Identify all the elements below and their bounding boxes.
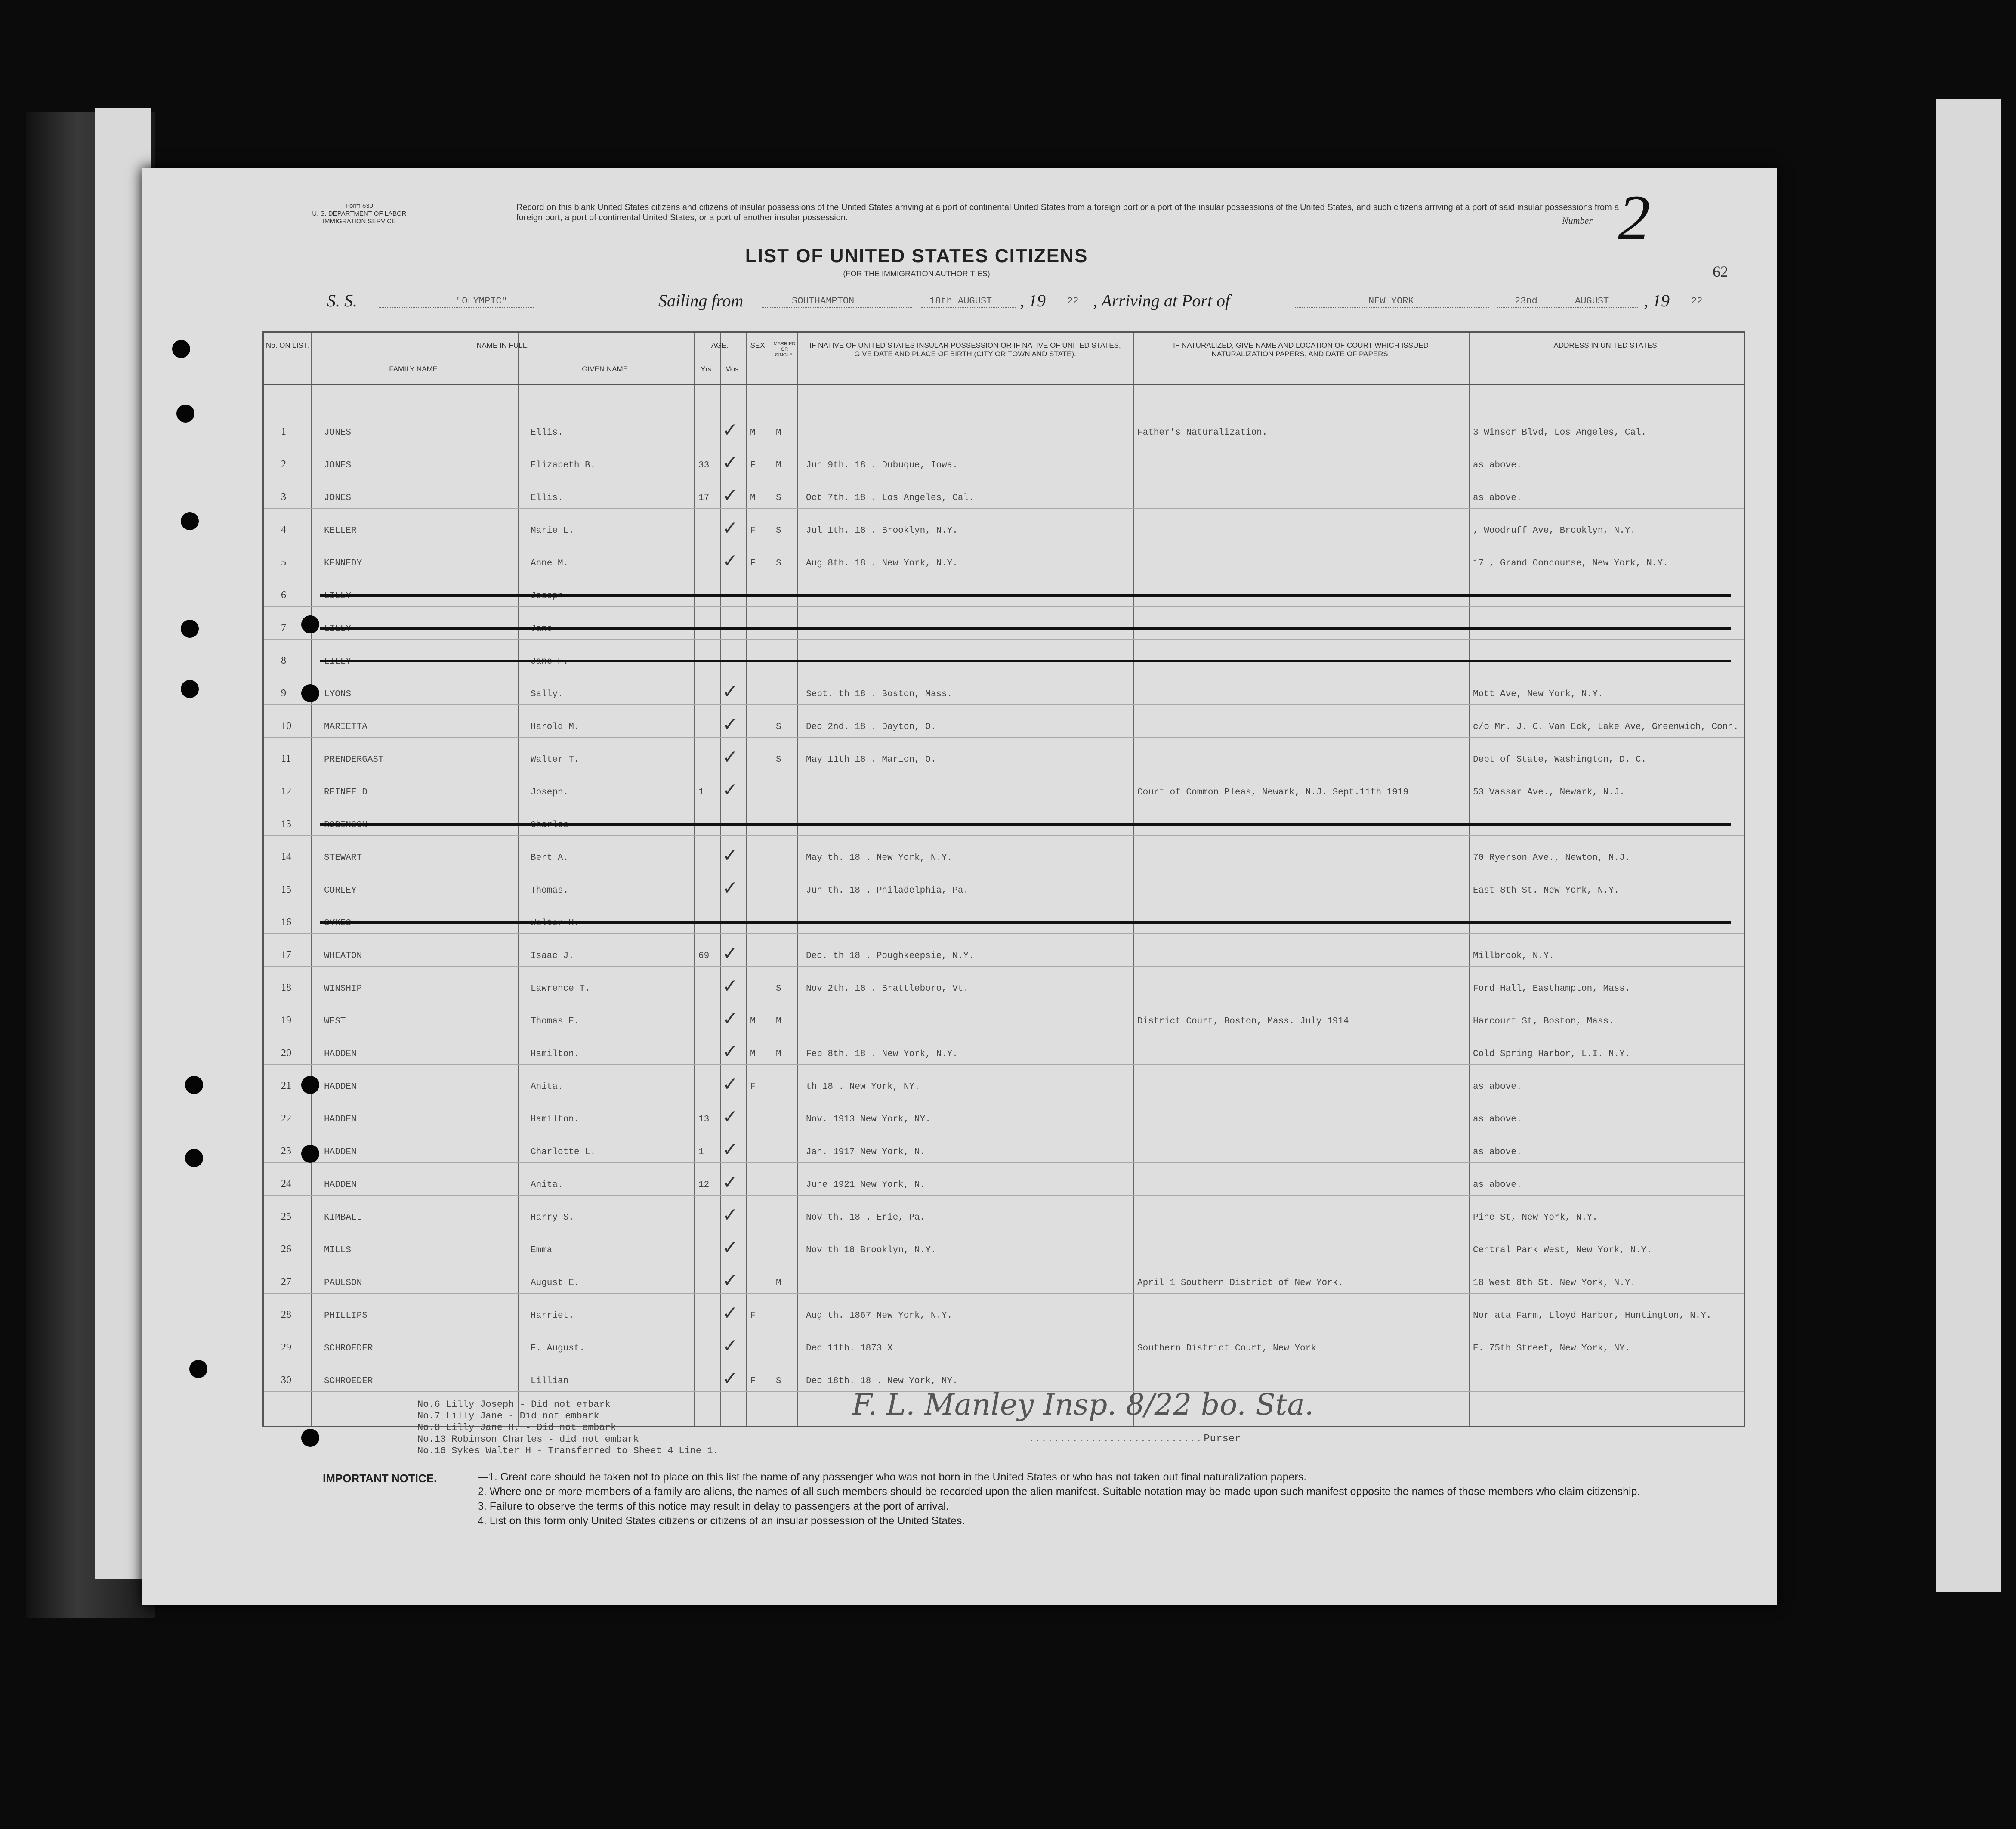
checkmark-icon: ✓ bbox=[722, 1139, 738, 1161]
arrival-month: AUGUST bbox=[1575, 296, 1609, 306]
instructions-text: Record on this blank United States citizens and citizens of insular possessions of the United States arriving at a port of continental United States from a foreign port or a port of the insular possessions of the United States, and such citizens arriving at a port of said insular possessions from a foreign port, a port of continental United States, or a port of another insular possession. bbox=[516, 203, 1619, 222]
given-name: Charlotte L. bbox=[531, 1147, 596, 1157]
marital-status: M bbox=[776, 1278, 781, 1288]
arrival-year: 22 bbox=[1691, 296, 1703, 306]
table-row bbox=[264, 966, 1744, 998]
family-name: MARIETTA bbox=[324, 722, 367, 732]
row-number: 19 bbox=[281, 1015, 291, 1026]
marital-status: S bbox=[776, 984, 781, 994]
us-address: 53 Vassar Ave., Newark, N.J. bbox=[1473, 788, 1625, 797]
row-number: 22 bbox=[281, 1113, 291, 1124]
family-name: KENNEDY bbox=[324, 559, 362, 568]
checkmark-icon: ✓ bbox=[722, 1073, 738, 1095]
purser-label: ..... Purser bbox=[1028, 1433, 1241, 1445]
header-mos: Mos. bbox=[725, 365, 741, 373]
family-name: WHEATON bbox=[324, 951, 362, 961]
sex: F bbox=[750, 1311, 756, 1321]
checkmark-icon: ✓ bbox=[722, 681, 738, 703]
us-address: Harcourt St, Boston, Mass. bbox=[1473, 1016, 1614, 1026]
marital-status: S bbox=[776, 722, 781, 732]
table-row bbox=[264, 508, 1744, 540]
given-name: F. August. bbox=[531, 1344, 585, 1353]
checkmark-icon: ✓ bbox=[722, 746, 738, 768]
year-label: , 19 bbox=[1020, 291, 1046, 310]
form-header bbox=[295, 202, 424, 226]
checkmark-icon: ✓ bbox=[722, 1237, 738, 1259]
note-line: No.8 Lilly Jane H. - Did not embark bbox=[417, 1422, 617, 1433]
header-naturalized: IF NATURALIZED, GIVE NAME AND LOCATION OF COURT WHICH ISSUED NATURALIZATION PAPERS, AND DATE OF PAPERS. bbox=[1173, 341, 1429, 358]
row-number: 11 bbox=[281, 753, 291, 764]
given-name: Sally. bbox=[531, 689, 563, 699]
family-name: KIMBALL bbox=[324, 1213, 362, 1223]
table-row bbox=[264, 704, 1744, 736]
row-number: 23 bbox=[281, 1146, 291, 1157]
checkmark-icon: ✓ bbox=[722, 1270, 738, 1291]
age-years: 1 bbox=[698, 788, 704, 797]
us-address: as above. bbox=[1473, 1180, 1522, 1190]
marital-status: S bbox=[776, 559, 781, 568]
note-line: No.7 Lilly Jane - Did not embark bbox=[417, 1411, 599, 1421]
row-number: 20 bbox=[281, 1047, 291, 1059]
marital-status: S bbox=[776, 755, 781, 765]
checkmark-icon: ✓ bbox=[722, 485, 738, 507]
us-address: Pine St, New York, N.Y. bbox=[1473, 1213, 1598, 1223]
family-name: PRENDERGAST bbox=[324, 755, 384, 765]
given-name: Hamilton. bbox=[531, 1115, 580, 1125]
marital-status: S bbox=[776, 493, 781, 503]
page-title: LIST OF UNITED STATES CITIZENS bbox=[745, 245, 1088, 266]
checkmark-icon: ✓ bbox=[722, 844, 738, 866]
sheet-number: 2 bbox=[1618, 182, 1650, 253]
us-address: as above. bbox=[1473, 460, 1522, 470]
family-name: JONES bbox=[324, 493, 352, 503]
checkmark-icon: ✓ bbox=[722, 550, 738, 572]
checkmark-icon: ✓ bbox=[722, 1171, 738, 1193]
table-row bbox=[264, 606, 1744, 638]
department-name: U. S. DEPARTMENT OF LABOR bbox=[312, 210, 407, 217]
table-row bbox=[264, 1293, 1744, 1325]
us-address: Ford Hall, Easthampton, Mass. bbox=[1473, 984, 1630, 994]
us-address: 70 Ryerson Ave., Newton, N.J. bbox=[1473, 853, 1630, 863]
us-address: Cold Spring Harbor, L.I. N.Y. bbox=[1473, 1049, 1630, 1059]
row-number: 21 bbox=[281, 1080, 291, 1091]
row-number: 2 bbox=[281, 459, 286, 470]
arrival-port: NEW YORK bbox=[1368, 296, 1414, 306]
family-name: LILLY bbox=[324, 657, 352, 667]
header-married: MARRIED OR SINGLE. bbox=[773, 341, 796, 358]
family-name: ROBINSON bbox=[324, 820, 367, 830]
table-row bbox=[264, 933, 1744, 965]
marital-status: S bbox=[776, 1376, 781, 1386]
marital-status: M bbox=[776, 1049, 781, 1059]
given-name: Ellis. bbox=[531, 493, 563, 503]
sex: F bbox=[750, 1376, 756, 1386]
row-number: 6 bbox=[281, 590, 286, 601]
checkmark-icon: ✓ bbox=[722, 714, 738, 735]
given-name: Lillian bbox=[531, 1376, 569, 1386]
us-address: Nor ata Farm, Lloyd Harbor, Huntington, N.Y. bbox=[1473, 1311, 1712, 1321]
row-number: 17 bbox=[281, 949, 291, 961]
given-name: Joseph bbox=[531, 591, 563, 601]
checkmark-icon: ✓ bbox=[722, 1335, 738, 1357]
voyage-line bbox=[327, 290, 1747, 308]
header-birth: IF NATIVE OF UNITED STATES INSULAR POSSESSION OR IF NATIVE OF UNITED STATES, GIVE DATE AND PLACE OF BIRTH (CITY OR TOWN AND STATE). bbox=[809, 341, 1121, 358]
row-number: 12 bbox=[281, 786, 291, 797]
sex: F bbox=[750, 559, 756, 568]
checkmark-icon: ✓ bbox=[722, 419, 738, 441]
family-name: JONES bbox=[324, 460, 352, 470]
given-name: Walter H. bbox=[531, 918, 580, 928]
checkmark-icon: ✓ bbox=[722, 1368, 738, 1390]
row-number: 7 bbox=[281, 622, 286, 633]
row-number: 16 bbox=[281, 917, 291, 928]
table-row bbox=[264, 803, 1744, 834]
row-number: 14 bbox=[281, 851, 291, 862]
row-number: 25 bbox=[281, 1211, 291, 1222]
us-address: East 8th St. New York, N.Y. bbox=[1473, 886, 1620, 896]
given-name: Jane bbox=[531, 624, 553, 634]
family-name: SCHROEDER bbox=[324, 1344, 373, 1353]
sail-year: 22 bbox=[1067, 296, 1079, 306]
header-sex: SEX. bbox=[750, 341, 767, 349]
sex: F bbox=[750, 460, 756, 470]
ship-name: "OLYMPIC" bbox=[456, 296, 507, 306]
table-row bbox=[264, 443, 1744, 475]
birth-info: Nov 2th. 18 . Brattleboro, Vt. bbox=[806, 984, 969, 994]
birth-info: Dec. th 18 . Poughkeepsie, N.Y. bbox=[806, 951, 974, 961]
us-address: as above. bbox=[1473, 493, 1522, 503]
family-name: SYKES bbox=[324, 918, 352, 928]
service-name: IMMIGRATION SERVICE bbox=[322, 218, 396, 225]
notice-heading: IMPORTANT NOTICE. bbox=[323, 1472, 437, 1485]
table-row bbox=[264, 1097, 1744, 1129]
naturalization-info: Southern District Court, New York bbox=[1137, 1344, 1316, 1353]
birth-info: Nov. 1913 New York, NY. bbox=[806, 1115, 931, 1125]
family-name: SCHROEDER bbox=[324, 1376, 373, 1386]
manifest-sheet bbox=[142, 168, 1777, 1605]
family-name: HADDEN bbox=[324, 1082, 357, 1092]
family-name: HADDEN bbox=[324, 1147, 357, 1157]
table-row bbox=[264, 868, 1744, 900]
family-name: CORLEY bbox=[324, 886, 357, 896]
birth-info: June 1921 New York, N. bbox=[806, 1180, 926, 1190]
row-number: 30 bbox=[281, 1375, 291, 1386]
table-row bbox=[264, 541, 1744, 573]
table-row bbox=[264, 901, 1744, 933]
checkmark-icon: ✓ bbox=[722, 975, 738, 997]
sex: F bbox=[750, 1082, 756, 1092]
from-port: SOUTHAMPTON bbox=[792, 296, 855, 306]
given-name: Thomas. bbox=[531, 886, 569, 896]
checkmark-icon: ✓ bbox=[722, 452, 738, 474]
checkmark-icon: ✓ bbox=[722, 1041, 738, 1063]
given-name: Charles bbox=[531, 820, 569, 830]
passenger-table bbox=[262, 331, 1745, 1427]
row-number: 4 bbox=[281, 524, 286, 535]
family-name: LYONS bbox=[324, 689, 352, 699]
notice-item: 2. Where one or more members of a family are aliens, the names of all such members should be recorded upon the alien manifest. Suitable notation may be made upon such manifest opposite the names of those members who claim citizenship. bbox=[478, 1486, 1640, 1498]
us-address: Central Park West, New York, N.Y. bbox=[1473, 1245, 1652, 1255]
family-name: MILLS bbox=[324, 1245, 352, 1255]
naturalization-info: April 1 Southern District of New York. bbox=[1137, 1278, 1343, 1288]
age-years: 12 bbox=[698, 1180, 710, 1190]
us-address: Millbrook, N.Y. bbox=[1473, 951, 1555, 961]
marital-status: S bbox=[776, 526, 781, 536]
birth-info: May 11th 18 . Marion, O. bbox=[806, 755, 936, 765]
arrival-year-label: , 19 bbox=[1644, 291, 1670, 310]
given-name: Isaac J. bbox=[531, 951, 574, 961]
sail-date: 18th AUGUST bbox=[929, 296, 992, 306]
birth-info: Aug 8th. 18 . New York, N.Y. bbox=[806, 559, 958, 568]
us-address: 17 , Grand Concourse, New York, N.Y. bbox=[1473, 559, 1668, 568]
row-number: 13 bbox=[281, 819, 291, 830]
table-row bbox=[264, 1130, 1744, 1162]
given-name: Hamilton. bbox=[531, 1049, 580, 1059]
checkmark-icon: ✓ bbox=[722, 1302, 738, 1324]
row-number: 8 bbox=[281, 655, 286, 666]
checkmark-icon: ✓ bbox=[722, 1204, 738, 1226]
marital-status: M bbox=[776, 1016, 781, 1026]
family-name: PHILLIPS bbox=[324, 1311, 367, 1321]
header-yrs: Yrs. bbox=[700, 365, 714, 373]
bottom-notes bbox=[417, 1399, 719, 1457]
family-name: LILLY bbox=[324, 624, 352, 634]
family-name: JONES bbox=[324, 428, 352, 438]
given-name: Ellis. bbox=[531, 428, 563, 438]
given-name: Thomas E. bbox=[531, 1016, 580, 1026]
note-line: No.6 Lilly Joseph - Did not embark bbox=[417, 1399, 611, 1410]
given-name: Jane H. bbox=[531, 657, 569, 667]
us-address: c/o Mr. J. C. Van Eck, Lake Ave, Greenwich, Conn. bbox=[1473, 722, 1739, 732]
birth-info: Jul 1th. 18 . Brooklyn, N.Y. bbox=[806, 526, 958, 536]
birth-info: Jun 9th. 18 . Dubuque, Iowa. bbox=[806, 460, 958, 470]
given-name: Elizabeth B. bbox=[531, 460, 596, 470]
checkmark-icon: ✓ bbox=[722, 1008, 738, 1030]
sex: M bbox=[750, 428, 756, 438]
table-row bbox=[264, 737, 1744, 769]
sailing-label: Sailing from bbox=[658, 291, 744, 310]
us-address: E. 75th Street, New York, NY. bbox=[1473, 1344, 1630, 1353]
family-name: KELLER bbox=[324, 526, 357, 536]
given-name: Bert A. bbox=[531, 853, 569, 863]
us-address: 3 Winsor Blvd, Los Angeles, Cal. bbox=[1473, 428, 1647, 438]
checkmark-icon: ✓ bbox=[722, 1106, 738, 1128]
birth-info: Jan. 1917 New York, N. bbox=[806, 1147, 926, 1157]
number-label: Number bbox=[1562, 215, 1593, 226]
table-row bbox=[264, 1359, 1744, 1390]
given-name: Anita. bbox=[531, 1180, 563, 1190]
given-name: Marie L. bbox=[531, 526, 574, 536]
birth-info: th 18 . New York, NY. bbox=[806, 1082, 920, 1092]
row-number: 18 bbox=[281, 982, 291, 993]
table-row bbox=[264, 639, 1744, 671]
table-row bbox=[264, 770, 1744, 802]
given-name: Emma bbox=[531, 1245, 553, 1255]
table-row bbox=[264, 999, 1744, 1031]
birth-info: Dec 2nd. 18 . Dayton, O. bbox=[806, 722, 936, 732]
important-notice bbox=[478, 1470, 1747, 1528]
sex: M bbox=[750, 1049, 756, 1059]
notice-item: 4. List on this form only United States citizens or citizens of an insular possession of the United States. bbox=[478, 1515, 965, 1527]
given-name: Anita. bbox=[531, 1082, 563, 1092]
given-name: Lawrence T. bbox=[531, 984, 590, 994]
stacked-page-edge-right bbox=[1936, 99, 2001, 1592]
page-subtitle: (FOR THE IMMIGRATION AUTHORITIES) bbox=[843, 269, 990, 278]
birth-info: Dec 18th. 18 . New York, NY. bbox=[806, 1376, 958, 1386]
checkmark-icon: ✓ bbox=[722, 877, 738, 899]
family-name: HADDEN bbox=[324, 1115, 357, 1125]
row-number: 29 bbox=[281, 1342, 291, 1353]
age-years: 17 bbox=[698, 493, 710, 503]
given-name: Walter T. bbox=[531, 755, 580, 765]
table-row bbox=[264, 672, 1744, 704]
us-address: as above. bbox=[1473, 1082, 1522, 1092]
age-years: 69 bbox=[698, 951, 710, 961]
table-row bbox=[264, 1326, 1744, 1358]
family-name: PAULSON bbox=[324, 1278, 362, 1288]
birth-info: Dec 11th. 1873 X bbox=[806, 1344, 893, 1353]
form-number: Form 630 bbox=[345, 202, 374, 210]
marital-status: M bbox=[776, 460, 781, 470]
row-number: 1 bbox=[281, 426, 286, 437]
inspector-signature: F. L. Manley Insp. 8/22 bo. Sta. bbox=[852, 1388, 1314, 1422]
given-name: Harry S. bbox=[531, 1213, 574, 1223]
table-row bbox=[264, 835, 1744, 867]
row-number: 9 bbox=[281, 688, 286, 699]
arrival-day: 23nd bbox=[1515, 296, 1537, 306]
header-age: AGE. bbox=[711, 341, 729, 349]
family-name: HADDEN bbox=[324, 1180, 357, 1190]
given-name: Anne M. bbox=[531, 559, 569, 568]
table-row bbox=[264, 476, 1744, 507]
us-address: Dept of State, Washington, D. C. bbox=[1473, 755, 1647, 765]
row-number: 26 bbox=[281, 1244, 291, 1255]
row-number: 15 bbox=[281, 884, 291, 895]
note-line: No.16 Sykes Walter H - Transferred to Sheet 4 Line 1. bbox=[417, 1446, 719, 1456]
table-row bbox=[264, 1261, 1744, 1292]
row-number: 3 bbox=[281, 491, 286, 503]
given-name: Harriet. bbox=[531, 1311, 574, 1321]
family-name: REINFELD bbox=[324, 788, 367, 797]
family-name: STEWART bbox=[324, 853, 362, 863]
birth-info: Aug th. 1867 New York, N.Y. bbox=[806, 1311, 953, 1321]
sex: M bbox=[750, 493, 756, 503]
row-number: 27 bbox=[281, 1276, 291, 1288]
given-name: August E. bbox=[531, 1278, 580, 1288]
marital-status: M bbox=[776, 428, 781, 438]
birth-info: Nov th. 18 . Erie, Pa. bbox=[806, 1213, 926, 1223]
ss-label: S. S. bbox=[327, 291, 357, 310]
row-number: 28 bbox=[281, 1309, 291, 1320]
table-row bbox=[264, 574, 1744, 606]
checkmark-icon: ✓ bbox=[722, 942, 738, 964]
us-address: as above. bbox=[1473, 1115, 1522, 1125]
header-no: No. ON LIST. bbox=[266, 341, 309, 349]
birth-info: May th. 18 . New York, N.Y. bbox=[806, 853, 953, 863]
table-row bbox=[264, 1064, 1744, 1096]
table-row bbox=[264, 410, 1744, 442]
naturalization-info: Court of Common Pleas, Newark, N.J. Sept.11th 1919 bbox=[1137, 788, 1409, 797]
header-name-in-full: NAME IN FULL. bbox=[476, 341, 529, 349]
checkmark-icon: ✓ bbox=[722, 517, 738, 539]
given-name: Joseph. bbox=[531, 788, 569, 797]
checkmark-icon: ✓ bbox=[722, 779, 738, 801]
notice-item: —1. Great care should be taken not to place on this list the name of any passenger who was not born in the United States or who has not taken out final naturalization papers. bbox=[478, 1471, 1307, 1483]
row-number: 24 bbox=[281, 1178, 291, 1189]
table-row bbox=[264, 1195, 1744, 1227]
birth-info: Nov th 18 Brooklyn, N.Y. bbox=[806, 1245, 936, 1255]
table-row bbox=[264, 1162, 1744, 1194]
header-given-name: GIVEN NAME. bbox=[582, 365, 630, 373]
birth-info: Feb 8th. 18 . New York, N.Y. bbox=[806, 1049, 958, 1059]
table-row bbox=[264, 1228, 1744, 1260]
naturalization-info: District Court, Boston, Mass. July 1914 bbox=[1137, 1016, 1349, 1026]
arriving-label: , Arriving at Port of bbox=[1093, 291, 1230, 310]
birth-info: Sept. th 18 . Boston, Mass. bbox=[806, 689, 953, 699]
birth-info: Oct 7th. 18 . Los Angeles, Cal. bbox=[806, 493, 974, 503]
age-years: 33 bbox=[698, 460, 710, 470]
header-family-name: FAMILY NAME. bbox=[389, 365, 440, 373]
family-name: WEST bbox=[324, 1016, 346, 1026]
sex: F bbox=[750, 526, 756, 536]
age-years: 13 bbox=[698, 1115, 710, 1125]
family-name: HADDEN bbox=[324, 1049, 357, 1059]
family-name: LILLY bbox=[324, 591, 352, 601]
us-address: as above. bbox=[1473, 1147, 1522, 1157]
note-line: No.13 Robinson Charles - did not embark bbox=[417, 1434, 639, 1445]
us-address: , Woodruff Ave, Brooklyn, N.Y. bbox=[1473, 526, 1636, 536]
table-row bbox=[264, 1032, 1744, 1063]
page-number: 62 bbox=[1713, 263, 1728, 280]
us-address: Mott Ave, New York, N.Y. bbox=[1473, 689, 1603, 699]
birth-info: Jun th. 18 . Philadelphia, Pa. bbox=[806, 886, 969, 896]
naturalization-info: Father's Naturalization. bbox=[1137, 428, 1268, 438]
sex: M bbox=[750, 1016, 756, 1026]
age-years: 1 bbox=[698, 1147, 704, 1157]
row-number: 5 bbox=[281, 557, 286, 568]
notice-item: 3. Failure to observe the terms of this notice may result in delay to passengers at the port of arrival. bbox=[478, 1500, 949, 1512]
given-name: Harold M. bbox=[531, 722, 580, 732]
family-name: WINSHIP bbox=[324, 984, 362, 994]
row-number: 10 bbox=[281, 720, 291, 732]
header-address: ADDRESS IN UNITED STATES. bbox=[1553, 341, 1659, 349]
us-address: 18 West 8th St. New York, N.Y. bbox=[1473, 1278, 1636, 1288]
